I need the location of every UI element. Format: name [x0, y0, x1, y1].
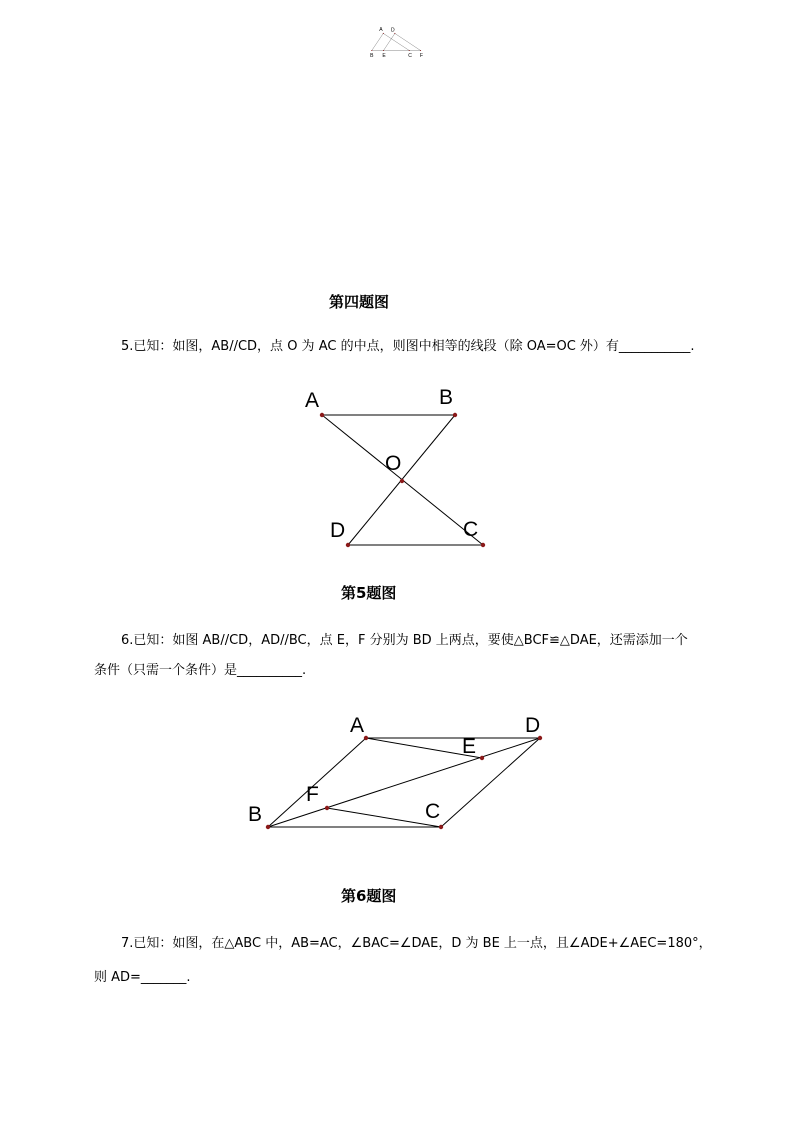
question-6-text-line1: 6.已知：如图 AB//CD，AD//BC，点 E，F 分别为 BD 上两点，要使△BCF≌△DAE，还需添加一个 [121, 633, 688, 648]
figure-6-caption: 第6题图 [341, 887, 397, 905]
label-C: C [463, 518, 479, 541]
label-B: B [370, 53, 374, 60]
label-D: D [525, 714, 541, 737]
figure-4-caption: 第四题图 [329, 293, 390, 311]
point-B [266, 825, 270, 829]
label-F: F [306, 783, 319, 806]
label-F: F [419, 53, 423, 60]
label-O: O [385, 452, 402, 475]
question-6-text-line2: 条件（只需一个条件）是__________. [94, 663, 307, 678]
label-C: C [425, 800, 441, 823]
question-7-text-line1: 7.已知：如图，在△ABC 中，AB=AC，∠BAC=∠DAE，D 为 BE 上一点，且∠ADE+∠AEC=180°， [121, 936, 712, 951]
label-D: D [330, 519, 346, 542]
label-B: B [439, 386, 454, 409]
label-A: A [350, 714, 365, 737]
label-B: B [248, 803, 263, 826]
label-A: A [379, 26, 383, 33]
question-5-text: 5.已知：如图，AB//CD，点 O 为 AC 的中点，则图中相等的线段（除 OA=OC 外）有___________. [121, 339, 695, 354]
point-F [325, 806, 329, 810]
label-E: E [462, 735, 477, 758]
point-C [439, 825, 443, 829]
segment-CD [441, 738, 540, 827]
segment-FC [327, 808, 441, 827]
label-E: E [382, 53, 386, 60]
point-A [364, 736, 368, 740]
figure-5-caption: 第5题图 [341, 584, 397, 602]
question-7-text-line2: 则 AD=_______. [94, 970, 191, 985]
label-C: C [408, 53, 412, 60]
point-E [480, 756, 484, 760]
label-D: D [390, 27, 395, 34]
label-A: A [305, 389, 320, 412]
